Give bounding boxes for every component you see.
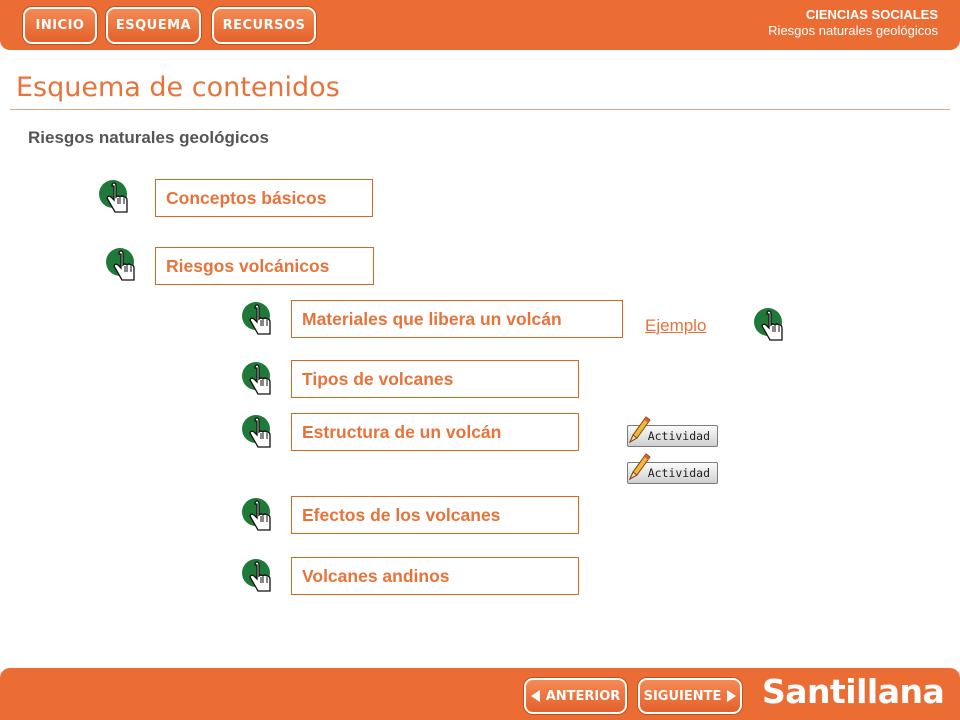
topic-conceptos-basicos[interactable]: Conceptos básicos xyxy=(155,179,373,217)
topic-tipos-volcanes[interactable]: Tipos de volcanes xyxy=(291,360,579,398)
pencil-icon xyxy=(626,415,652,445)
topic-estructura-volcan[interactable]: Estructura de un volcán xyxy=(291,413,579,451)
next-button[interactable] xyxy=(638,678,742,714)
subject-header xyxy=(768,7,938,39)
next-label: SIGUIENTE xyxy=(643,688,722,704)
subject-name: CIENCIAS SOCIALES xyxy=(805,7,938,22)
activity-label: Actividad xyxy=(627,462,718,484)
pencil-icon xyxy=(626,452,652,482)
topic-materiales-volcan[interactable]: Materiales que libera un volcán xyxy=(291,300,623,338)
nav-inicio-button[interactable]: INICIO xyxy=(23,7,97,44)
activity-label: Actividad xyxy=(627,425,718,447)
pointing-hand-icon[interactable] xyxy=(240,413,282,455)
title-divider xyxy=(10,109,950,110)
previous-label: ANTERIOR xyxy=(545,688,621,704)
activity-button[interactable] xyxy=(622,452,722,484)
example-link[interactable]: Ejemplo xyxy=(645,316,707,335)
topic-efectos-volcanes[interactable]: Efectos de los volcanes xyxy=(291,496,579,534)
topic-volcanes-andinos[interactable]: Volcanes andinos xyxy=(291,557,579,595)
pointing-hand-icon[interactable] xyxy=(97,178,139,220)
nav-esquema-button[interactable]: ESQUEMA xyxy=(106,7,201,44)
topic-riesgos-volcanicos[interactable]: Riesgos volcánicos xyxy=(155,247,374,285)
section-subtitle: Riesgos naturales geológicos xyxy=(28,128,269,147)
pointing-hand-icon[interactable] xyxy=(240,360,282,402)
unit-name: Riesgos naturales geológicos xyxy=(768,23,938,38)
activity-button[interactable] xyxy=(622,415,722,447)
brand-logo: Santillana xyxy=(762,672,945,711)
pointing-hand-icon[interactable] xyxy=(240,496,282,538)
pointing-hand-icon[interactable] xyxy=(240,300,282,342)
previous-button[interactable] xyxy=(524,678,627,714)
page-title: Esquema de contenidos xyxy=(16,72,340,103)
arrow-left-icon xyxy=(531,690,540,702)
pointing-hand-icon[interactable] xyxy=(104,246,146,288)
pointing-hand-icon[interactable] xyxy=(752,306,794,348)
arrow-right-icon xyxy=(727,690,736,702)
nav-recursos-button[interactable]: RECURSOS xyxy=(212,7,316,44)
pointing-hand-icon[interactable] xyxy=(240,557,282,599)
